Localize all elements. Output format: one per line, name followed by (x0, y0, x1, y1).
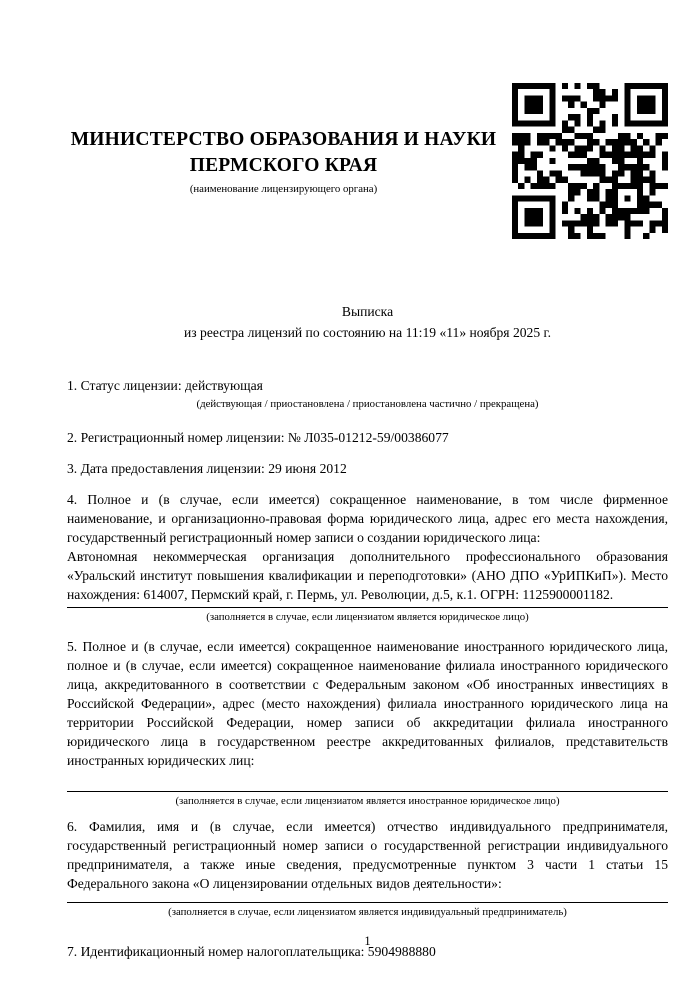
page-number: 1 (364, 934, 371, 948)
section-3-license-date: 3. Дата предоставления лицензии: 29 июня 2012 (67, 461, 347, 476)
section-6-entrepreneur-heading: 6. Фамилия, имя и (в случае, если имеется) отчество индивидуального предпринимателя, государственный регистрационный номер записи о государственной регистрации индивидуального предпринимателя, а также иные сведения, предусмотренные пунктом 3 части 1 статьи 15 Федерального закона «О лицензировании отдельных видов деятельности»: (67, 819, 668, 891)
extract-title (67, 301, 668, 343)
section-1-caption: (действующая / приостановлена / приостановлена частично / прекращена) (196, 398, 539, 410)
ministry-caption: (наименование лицензирующего органа) (189, 183, 378, 195)
ministry-name (67, 127, 500, 179)
section-6-caption: (заполняется в случае, если лицензиатом является индивидуальный предприниматель) (168, 906, 567, 918)
ministry-name-line1: МИНИСТЕРСТВО ОБРАЗОВАНИЯ И НАУКИ (70, 129, 497, 150)
section-1-license-status: 1. Статус лицензии: действующая (67, 378, 263, 393)
section-4-legal-entity-value: Автономная некоммерческая организация дополнительного профессионального образования «Уральский институт повышения квалификации и переподготовки» (АНО ДПО «УрИПКиП»). Место нахождения: 614007, Пермский край, г. Пермь, ул. Революции, д.5, к.1. ОГРН: 1125900001182. (67, 549, 668, 602)
qr-code-icon (512, 83, 668, 239)
section-5-foreign-entity-heading: 5. Полное и (в случае, если имеется) сокращенное наименование иностранного юридического лица, полное и (в случае, если имеется) сокращенное наименование филиала иностранного юридического лица, аккредитованного в соответствии с Федеральным законом «Об иностранных инвестициях в Российской Федерации», адрес (место нахождения) филиала иностранного юридического лица на территории Российской Федерации, номер записи об аккредитации филиала иностранного юридического лица в государственном реестре аккредитованных филиалов, представительств иностранных юридических лиц: (67, 639, 668, 768)
licensing-authority-block (67, 127, 500, 195)
section-4-caption: (заполняется в случае, если лицензиатом является юридическое лицо) (206, 611, 529, 623)
section-5-caption: (заполняется в случае, если лицензиатом является иностранное юридическое лицо) (175, 795, 560, 807)
section-4-divider-line (67, 607, 668, 608)
section-4-legal-entity-heading: 4. Полное и (в случае, если имеется) сокращенное наименование, в том числе фирменное наименование, и организационно-правовая форма юридического лица, адрес его места нахождения, государственный регистрационный номер записи о создании юридического лица: (67, 492, 668, 545)
section-5-divider-line (67, 791, 668, 792)
ministry-name-line2: ПЕРМСКОГО КРАЯ (189, 155, 378, 176)
section-7-taxpayer-number: 7. Идентификационный номер налогоплательщика: 5904988880 (67, 944, 436, 959)
section-2-registration-number: 2. Регистрационный номер лицензии: № Л035-01212-59/00386077 (67, 430, 449, 445)
extract-title-line2: из реестра лицензий по состоянию на 11:19 «11» ноября 2025 г. (183, 325, 551, 340)
document-header (67, 0, 668, 239)
extract-title-line1: Выписка (341, 304, 394, 319)
section-6-divider-line (67, 902, 668, 903)
